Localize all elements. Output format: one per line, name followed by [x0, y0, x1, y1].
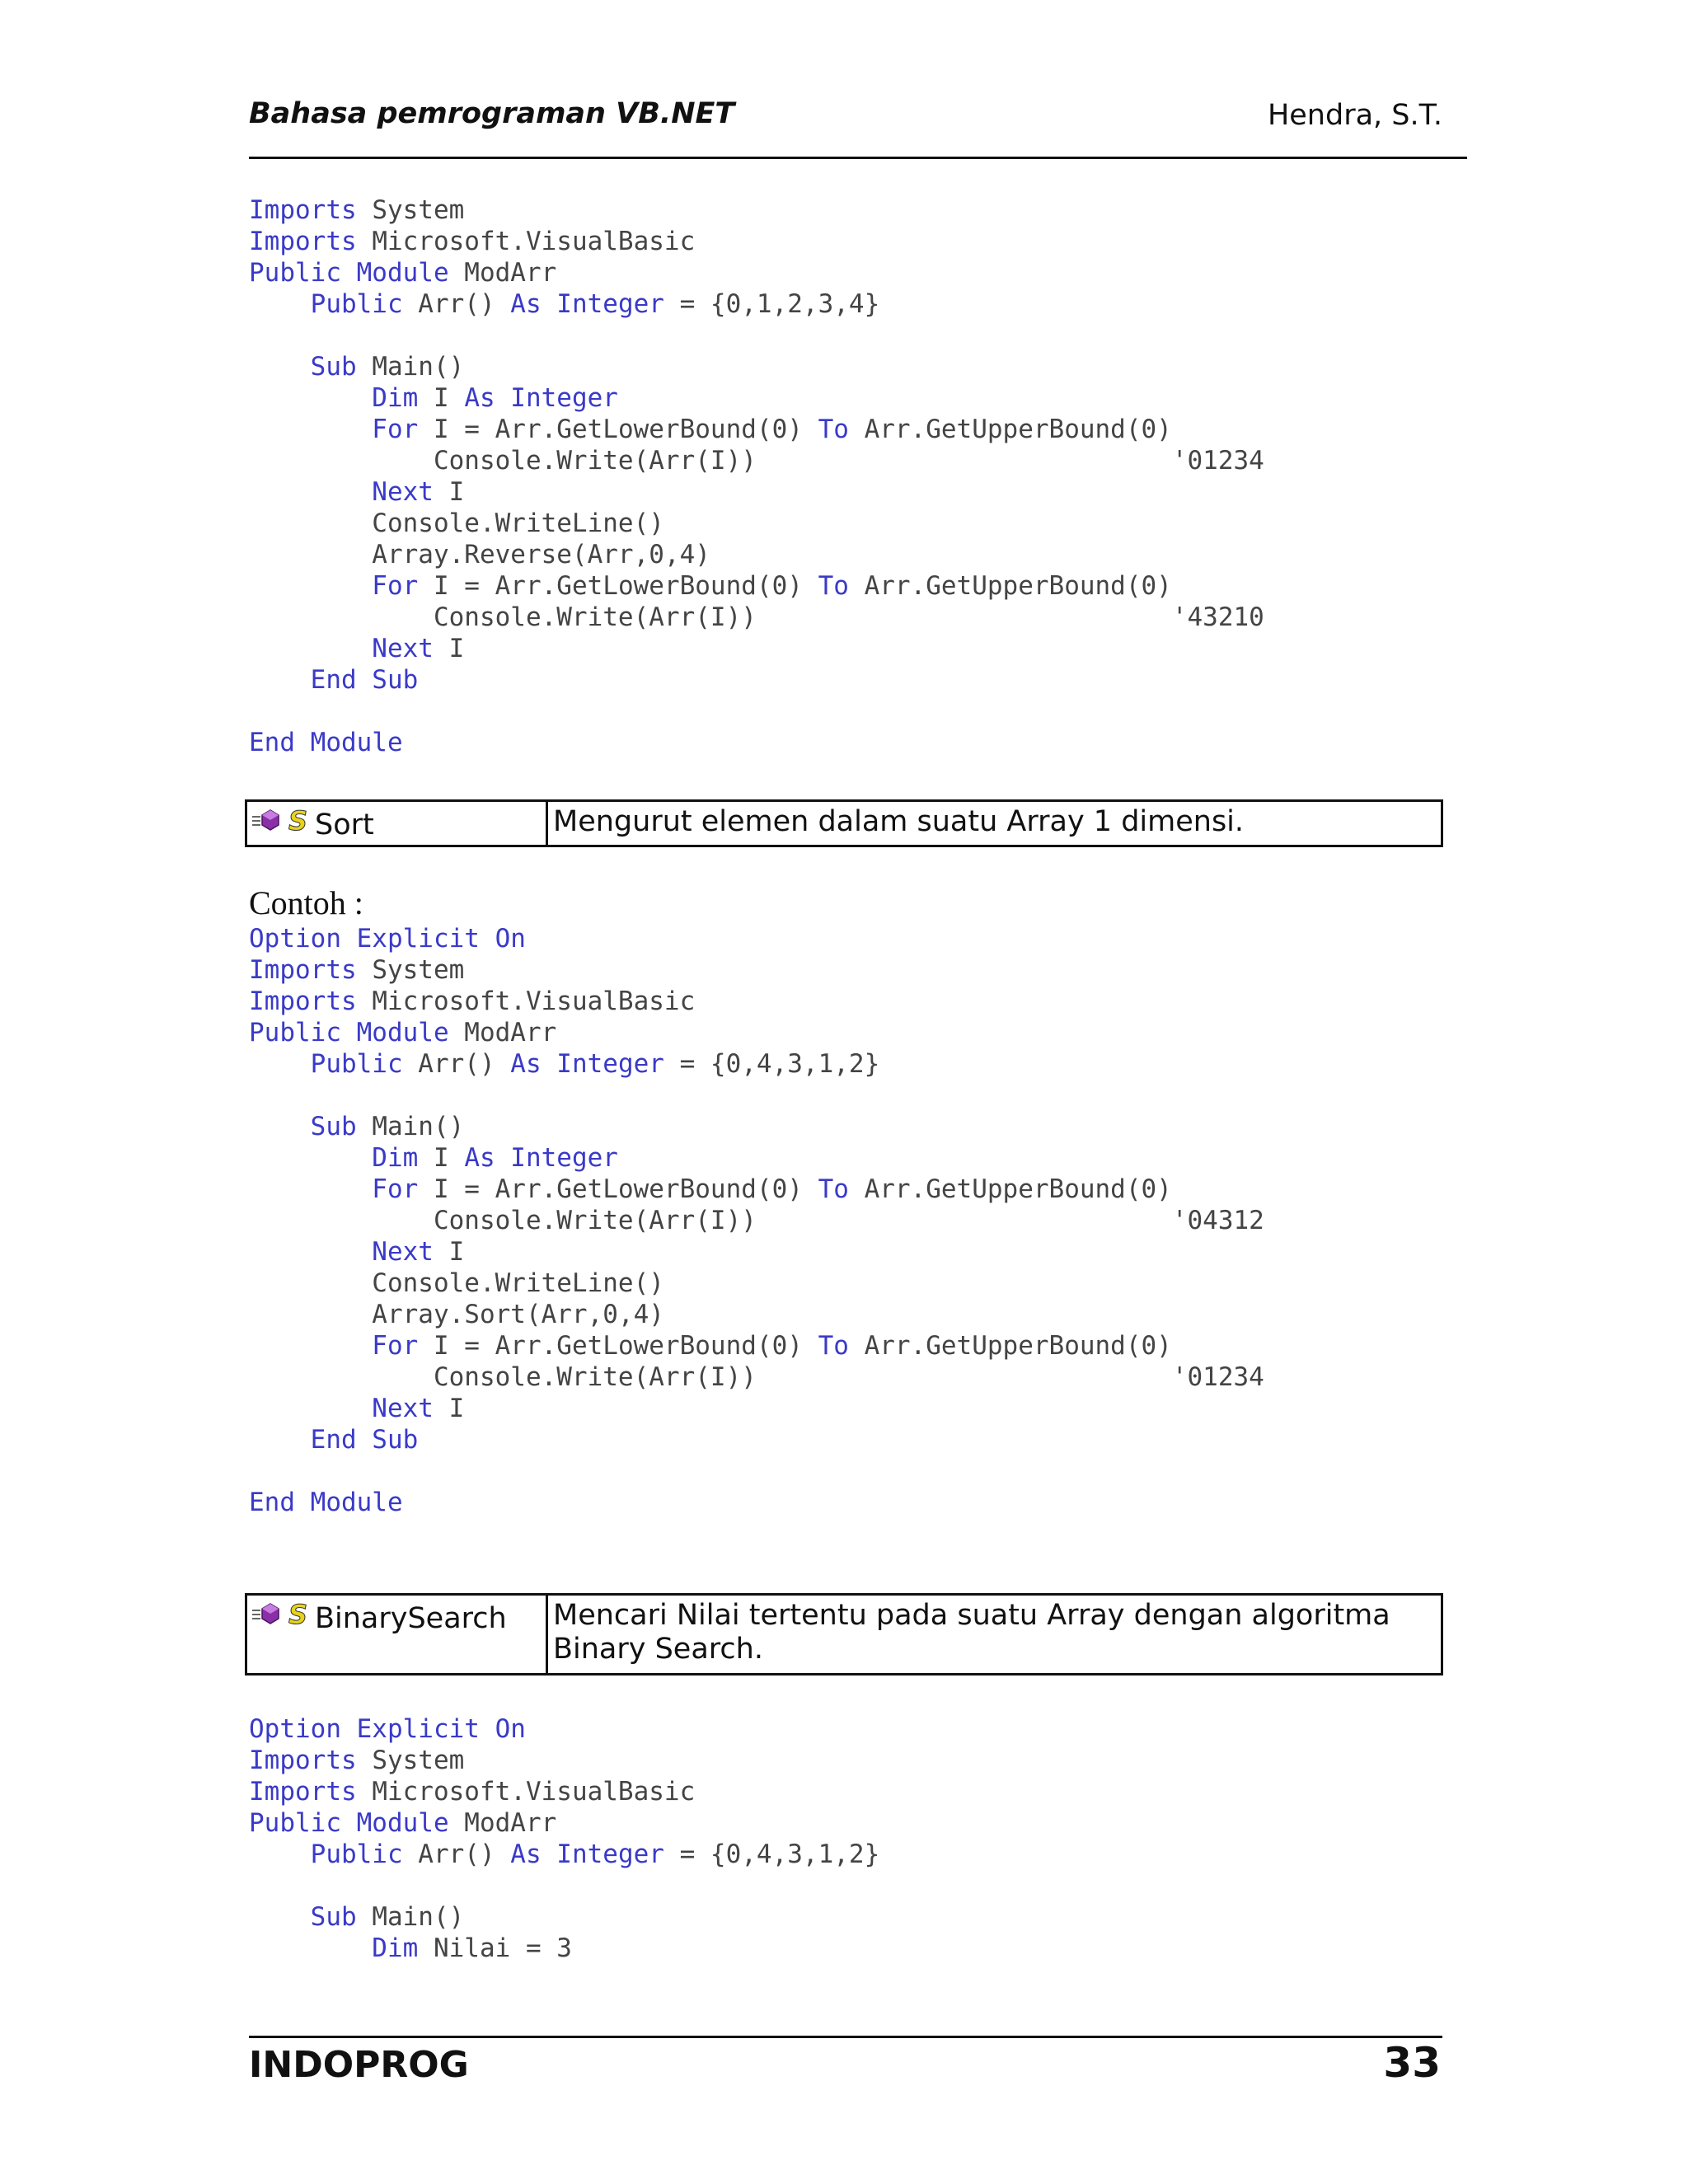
code-text: Array.Reverse(Arr,0,4) [249, 540, 710, 569]
code-keyword: Dim [249, 1143, 419, 1173]
code-keyword: Next [249, 1237, 434, 1267]
code-block-sort-example [249, 923, 1264, 1518]
code-line [249, 257, 1264, 288]
code-line [249, 508, 1264, 539]
code-keyword: For [249, 571, 419, 601]
code-line [249, 288, 1264, 320]
code-text: Console.Write(Arr(I)) [249, 1362, 1172, 1392]
code-comment: '01234 [1171, 446, 1264, 476]
code-line [249, 1745, 879, 1776]
code-line [249, 1142, 1264, 1174]
code-line [249, 1299, 1264, 1330]
code-keyword: Next [249, 1394, 434, 1423]
code-comment: '04312 [1171, 1206, 1264, 1235]
code-keyword: For [249, 415, 419, 444]
code-keyword: For [249, 1331, 419, 1361]
code-line [249, 320, 1264, 351]
code-text: = {0,1,2,3,4} [663, 289, 880, 319]
code-keyword: Next [249, 477, 434, 507]
code-text: I [418, 1143, 465, 1173]
method-description: Mengurut elemen dalam suatu Array 1 dimensi. [553, 805, 1245, 838]
code-keyword: As Integer [510, 289, 664, 319]
code-text: Arr.GetUpperBound(0) [848, 571, 1172, 601]
code-line [249, 570, 1264, 602]
code-line [249, 1455, 1264, 1487]
code-text: = {0,4,3,1,2} [663, 1840, 880, 1869]
method-row-binarysearch [245, 1593, 1443, 1675]
code-block-binarysearch-example [249, 1713, 879, 1964]
code-keyword: Public [249, 1840, 403, 1869]
code-line [249, 1268, 1264, 1299]
code-text: Arr() [402, 1840, 511, 1869]
code-text: Main() [356, 1902, 465, 1932]
code-text: Arr() [402, 289, 511, 319]
code-line [249, 664, 1264, 696]
footer-divider [249, 2036, 1442, 2038]
code-line [249, 602, 1264, 633]
code-keyword: Public Module [249, 1808, 449, 1838]
method-name-cell [247, 802, 548, 845]
code-text: Arr.GetUpperBound(0) [848, 1331, 1172, 1361]
code-keyword: Sub [249, 1112, 357, 1141]
code-line [249, 1080, 1264, 1111]
code-text: Console.Write(Arr(I)) [249, 1206, 1172, 1235]
method-row-sort [245, 799, 1443, 847]
code-line [249, 226, 1264, 257]
code-line [249, 1807, 879, 1839]
code-keyword: Next [249, 634, 434, 663]
code-text: Console.Write(Arr(I)) [249, 602, 1172, 632]
code-keyword: Public Module [249, 1018, 449, 1047]
code-text: ModArr [448, 1808, 557, 1838]
code-keyword: Public [249, 1049, 403, 1079]
code-text: I [433, 634, 465, 663]
document-author: Hendra, S.T. [1267, 99, 1442, 132]
code-line [249, 445, 1264, 476]
code-keyword: To [818, 571, 849, 601]
code-keyword: As Integer [464, 383, 618, 413]
code-line [249, 1236, 1264, 1268]
code-comment: '01234 [1171, 1362, 1264, 1392]
code-line [249, 1205, 1264, 1236]
code-keyword: End Module [249, 1488, 403, 1517]
code-text: I = Arr.GetLowerBound(0) [418, 571, 818, 601]
method-name-label: Sort [315, 808, 374, 841]
code-text: System [356, 195, 465, 225]
code-keyword: End Sub [249, 665, 419, 695]
code-keyword: Public Module [249, 258, 449, 288]
code-text: Microsoft.VisualBasic [356, 227, 696, 256]
example-label: Contoh : [249, 884, 363, 921]
code-text: ModArr [448, 258, 557, 288]
code-text: I = Arr.GetLowerBound(0) [418, 1331, 818, 1361]
code-text: Console.WriteLine() [249, 1268, 664, 1298]
svg-text:S: S [288, 808, 308, 837]
code-text: = {0,4,3,1,2} [663, 1049, 880, 1079]
code-keyword: As Integer [510, 1049, 664, 1079]
code-line [249, 1424, 1264, 1455]
code-line [249, 633, 1264, 664]
code-line [249, 696, 1264, 727]
method-name-cell [247, 1596, 548, 1673]
code-keyword: Dim [249, 1933, 419, 1963]
svg-text:S: S [288, 1602, 308, 1630]
code-keyword: End Sub [249, 1425, 419, 1455]
code-text: Arr.GetUpperBound(0) [848, 1174, 1172, 1204]
code-keyword: For [249, 1174, 419, 1204]
code-keyword: Option Explicit On [249, 1714, 526, 1744]
code-keyword: To [818, 1331, 849, 1361]
code-line [249, 414, 1264, 445]
page-number: 33 [1383, 2039, 1441, 2087]
code-keyword: End Module [249, 728, 403, 757]
code-keyword: To [818, 1174, 849, 1204]
code-line [249, 1393, 1264, 1424]
code-text: Arr() [402, 1049, 511, 1079]
code-keyword: Dim [249, 383, 419, 413]
code-line [249, 1487, 1264, 1518]
code-text: I [433, 477, 465, 507]
code-keyword: Sub [249, 1902, 357, 1932]
code-keyword: Imports [249, 1777, 357, 1807]
code-text: I = Arr.GetLowerBound(0) [418, 1174, 818, 1204]
code-text: Main() [356, 352, 465, 382]
shared-method-icon [251, 1602, 315, 1637]
footer-publisher: INDOPROG [249, 2044, 469, 2086]
code-text: I = Arr.GetLowerBound(0) [418, 415, 818, 444]
code-line [249, 1839, 879, 1870]
code-text: I [418, 383, 465, 413]
code-line [249, 923, 1264, 954]
code-line [249, 539, 1264, 570]
code-keyword: Imports [249, 955, 357, 985]
code-line [249, 727, 1264, 758]
shared-method-icon [251, 808, 315, 843]
code-text: Console.Write(Arr(I)) [249, 446, 1172, 476]
code-keyword: To [818, 415, 849, 444]
code-line [249, 1048, 1264, 1080]
code-keyword: Option Explicit On [249, 924, 526, 954]
code-keyword: As Integer [510, 1840, 664, 1869]
code-line [249, 382, 1264, 414]
code-text: System [356, 1746, 465, 1775]
code-keyword: As Integer [464, 1143, 618, 1173]
code-line [249, 194, 1264, 226]
code-line [249, 351, 1264, 382]
code-text: ModArr [448, 1018, 557, 1047]
code-text: System [356, 955, 465, 985]
code-keyword: Public [249, 289, 403, 319]
code-text: Arr.GetUpperBound(0) [848, 415, 1172, 444]
code-keyword: Imports [249, 1746, 357, 1775]
method-description: Mencari Nilai tertentu pada suatu Array dengan algoritma Binary Search. [553, 1599, 1390, 1666]
code-block-reverse-example [249, 194, 1264, 758]
code-line [249, 1901, 879, 1933]
code-line [249, 1111, 1264, 1142]
code-line [249, 476, 1264, 508]
code-text: Array.Sort(Arr,0,4) [249, 1300, 664, 1329]
code-keyword: Imports [249, 195, 357, 225]
code-line [249, 1776, 879, 1807]
code-line [249, 1174, 1264, 1205]
code-line [249, 1017, 1264, 1048]
code-keyword: Sub [249, 352, 357, 382]
code-line [249, 1713, 879, 1745]
code-text: I [433, 1237, 465, 1267]
code-keyword: Imports [249, 987, 357, 1016]
code-line [249, 1933, 879, 1964]
header-divider [249, 157, 1467, 159]
code-text: Microsoft.VisualBasic [356, 1777, 696, 1807]
code-line [249, 986, 1264, 1017]
page-header [249, 97, 1467, 138]
code-keyword: Imports [249, 227, 357, 256]
code-text: Microsoft.VisualBasic [356, 987, 696, 1016]
code-line [249, 954, 1264, 986]
method-name-label: BinarySearch [315, 1602, 507, 1635]
code-text: Main() [356, 1112, 465, 1141]
code-line [249, 1330, 1264, 1361]
code-line [249, 1870, 879, 1901]
code-text: Console.WriteLine() [249, 509, 664, 538]
document-title: Bahasa pemrograman VB.NET [249, 97, 735, 130]
code-text: Nilai = 3 [418, 1933, 572, 1963]
code-text: I [433, 1394, 465, 1423]
code-comment: '43210 [1171, 602, 1264, 632]
code-line [249, 1361, 1264, 1393]
